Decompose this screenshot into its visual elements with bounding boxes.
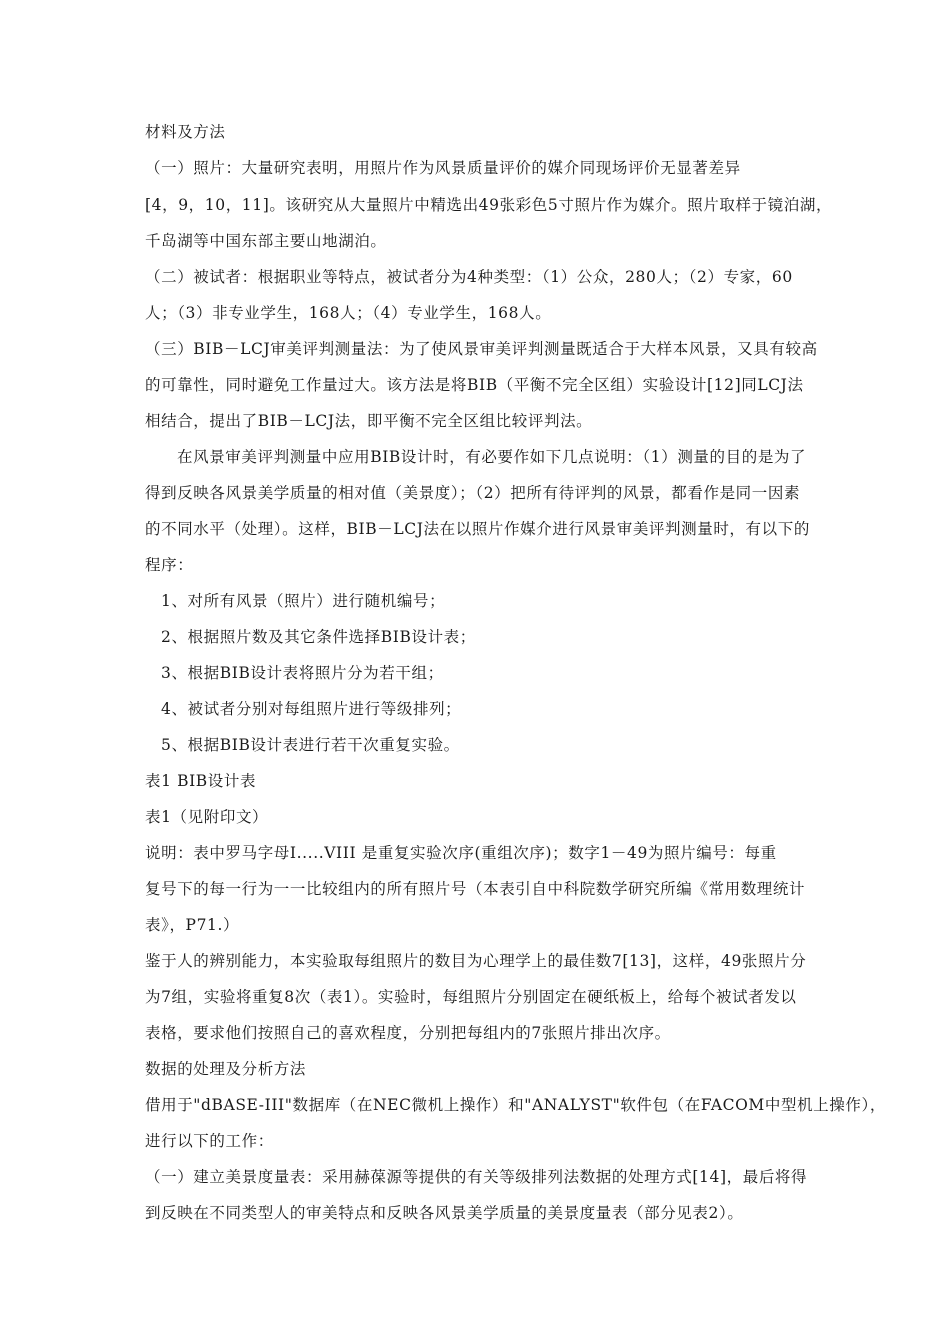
list-item-3: 3、根据BIB设计表将照片分为若干组； <box>161 664 444 682</box>
section-heading-materials-methods: 材料及方法 <box>145 123 226 141</box>
paragraph-line: 程序： <box>145 556 194 574</box>
table-note-line: 表》，P71.） <box>145 916 240 934</box>
paragraph-line: 相结合，提出了BIB－LCJ法，即平衡不完全区组比较评判法。 <box>145 412 593 430</box>
paragraph-line: 千岛湖等中国东部主要山地湖泊。 <box>145 232 387 250</box>
list-item-1: 1、对所有风景（照片）进行随机编号； <box>161 592 446 610</box>
paragraph-line: 借用于"dBASE-III"数据库（在NEC微机上操作）和"ANALYST"软件包（在FACOM中型机上操作）， <box>145 1096 886 1114</box>
list-item-5: 5、根据BIB设计表进行若干次重复实验。 <box>161 736 460 754</box>
paragraph-line: 到反映在不同类型人的审美特点和反映各风景美学质量的美景度量表（部分见表2）。 <box>145 1204 744 1222</box>
list-item-4: 4、被试者分别对每组照片进行等级排列； <box>161 700 462 718</box>
paragraph-line: （一）建立美景度量表：采用赫葆源等提供的有关等级排列法数据的处理方式[14]，最后将得 <box>145 1168 808 1186</box>
paragraph-line-indented: 在风景审美评判测量中应用BIB设计时，有必要作如下几点说明：（1）测量的目的是为了 <box>177 448 807 466</box>
table-placeholder: 表1（见附印文） <box>145 808 269 826</box>
paragraph-line: 进行以下的工作： <box>145 1132 274 1150</box>
paragraph-line: [4，9，10，11]。该研究从大量照片中精选出49张彩色5寸照片作为媒介。照片取样于镜泊湖， <box>145 196 833 214</box>
list-item-2: 2、根据照片数及其它条件选择BIB设计表； <box>161 628 476 646</box>
paragraph-line: 得到反映各风景美学质量的相对值（美景度）；（2）把所有待评判的风景，都看作是同一因素 <box>145 484 801 502</box>
paragraph-line: 的不同水平（处理）。这样，BIB－LCJ法在以照片作媒介进行风景审美评判测量时，有以下的 <box>145 520 810 538</box>
section-heading-data-processing: 数据的处理及分析方法 <box>145 1060 307 1078</box>
paragraph-line: （一）照片：大量研究表明，用照片作为风景质量评价的媒介同现场评价无显著差异 <box>145 159 741 177</box>
paragraph-line: 鉴于人的辨别能力，本实验取每组照片的数目为心理学上的最佳数7[13]，这样，49张照片分 <box>145 952 807 970</box>
paragraph-line: 为7组，实验将重复8次（表1）。实验时，每组照片分别固定在硬纸板上，给每个被试者发以 <box>145 988 797 1006</box>
paragraph-line: （三）BIB－LCJ审美评判测量法：为了使风景审美评判测量既适合于大样本风景，又具有较高 <box>145 340 818 358</box>
paragraph-line: （二）被试者：根据职业等特点，被试者分为4种类型：（1）公众，280人；（2）专家，60 <box>145 268 793 286</box>
paragraph-line: 的可靠性，同时避免工作量过大。该方法是将BIB（平衡不完全区组）实验设计[12]同LCJ法 <box>145 376 804 394</box>
table-note-line: 说明：表中罗马字母I.....VIII 是重复实验次序(重组次序)；数字1－49为照片编号：每重 <box>145 844 777 862</box>
paragraph-line: 表格，要求他们按照自己的喜欢程度，分别把每组内的7张照片排出次序。 <box>145 1024 671 1042</box>
paragraph-line: 人；（3）非专业学生，168人；（4）专业学生，168人。 <box>145 304 552 322</box>
table-caption: 表1 BIB设计表 <box>145 772 257 790</box>
table-note-line: 复号下的每一行为一一比较组内的所有照片号（本表引自中科院数学研究所编《常用数理统计 <box>145 880 806 898</box>
